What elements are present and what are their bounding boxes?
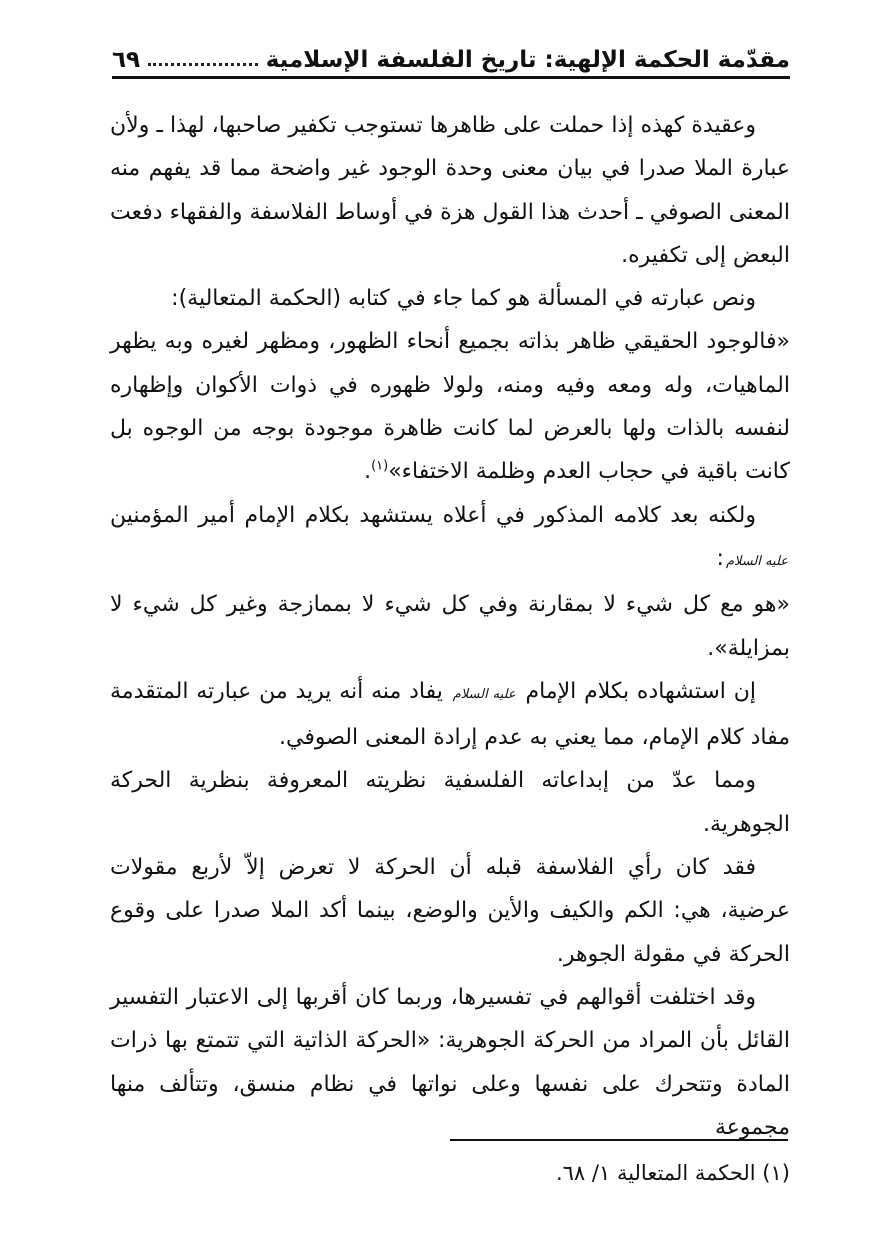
header-rule xyxy=(112,76,790,79)
paragraph-quote-hikma xyxy=(110,320,790,493)
paragraph-interpretations: وقد اختلفت أقوالهم في تفسيرها، وربما كان أقربها إلى الاعتبار التفسير القائل بأن المراد من الحركة الجوهرية: «الحركة الذاتية التي تتمتع بها ذرات المادة وتتحرك على نفسها وعلى نواتها في نظام منسق، وتتألف منها مجموعة xyxy=(110,984,790,1140)
quote-hikma-text: «فالوجود الحقيقي ظاهر بذاته بجميع أنحاء الظهور، ومظهر لغيره وبه يظهر الماهيات، وله ومعه وفيه ومنه، ولولا ظهوره في ذوات الأكوان وإظهاره لنفسه بالذات ولها بالعرض لما كانت ظاهرة موجودة بوجه من الوجوه بل كانت باقية في حجاب العدم وظلمة الاختفاء» xyxy=(110,329,790,485)
main-text xyxy=(110,104,790,1149)
header-leader-dots xyxy=(148,63,258,66)
interpretation-end: يفاد منه أنه يريد من عبارته المتقدمة مفاد كلام الإمام، مما يعني به عدم إرادة المعنى الصوفي. xyxy=(110,678,790,751)
page-number: ٦٩ xyxy=(112,47,141,73)
paragraph-four-categories: فقد كان رأي الفلاسفة قبله أن الحركة لا تعرض إلاّ لأربع مقولات عرضية، هي: الكم والكيف والأين والوضع، بينما أكد الملا صدرا على وقوع الحركة في مقولة الجوهر. xyxy=(110,855,790,967)
paragraph-imam-citation xyxy=(110,494,790,584)
running-header xyxy=(112,28,790,72)
footnote-separator xyxy=(450,1139,788,1141)
interpretation-start: إن استشهاده بكلام الإمام xyxy=(525,678,757,704)
paragraph-creed-takfir: وعقيدة كهذه إذا حملت على ظاهرها تستوجب تكفير صاحبها، لهذا ـ ولأن عبارة الملا صدرا في بيان معنى وحدة الوجود غير واضحة مما قد يفهم منه المعنى الصوفي ـ أحدث هذا القول هزة في أوساط الفلاسفة والفقهاء دفعت البعض إلى تكفيره. xyxy=(110,113,790,268)
quote-hikma-end: . xyxy=(364,459,372,485)
paragraph-substantial-motion: ومما عدّ من إبداعاته الفلسفية نظريته المعروفة بنظرية الحركة الجوهرية. xyxy=(110,768,790,837)
honorific-glyph: عليه السلام xyxy=(452,686,516,702)
imam-citation-text: ولكنه بعد كلامه المذكور في أعلاه يستشهد بكلام الإمام أمير المؤمنين xyxy=(110,502,756,528)
footnote-reference: (١) xyxy=(371,459,389,475)
honorific-glyph: عليه السلام xyxy=(725,553,788,569)
footnote: (١) الحكمة المتعالية ١/ ٦٨. xyxy=(555,1161,790,1185)
running-header-title: مقدّمة الحكمة الإلهية: تاريخ الفلسفة الإسلامية xyxy=(265,47,790,73)
paragraph-interpretation xyxy=(110,670,790,760)
paragraph-text-intro: ونص عبارته في المسألة هو كما جاء في كتابه (الحكمة المتعالية): xyxy=(171,286,756,312)
imam-citation-end: : xyxy=(716,545,724,571)
paragraph-quote-imam: «هو مع كل شيء لا بمقارنة وفي كل شيء لا بممازجة وغير كل شيء لا بمزايلة». xyxy=(110,592,790,661)
